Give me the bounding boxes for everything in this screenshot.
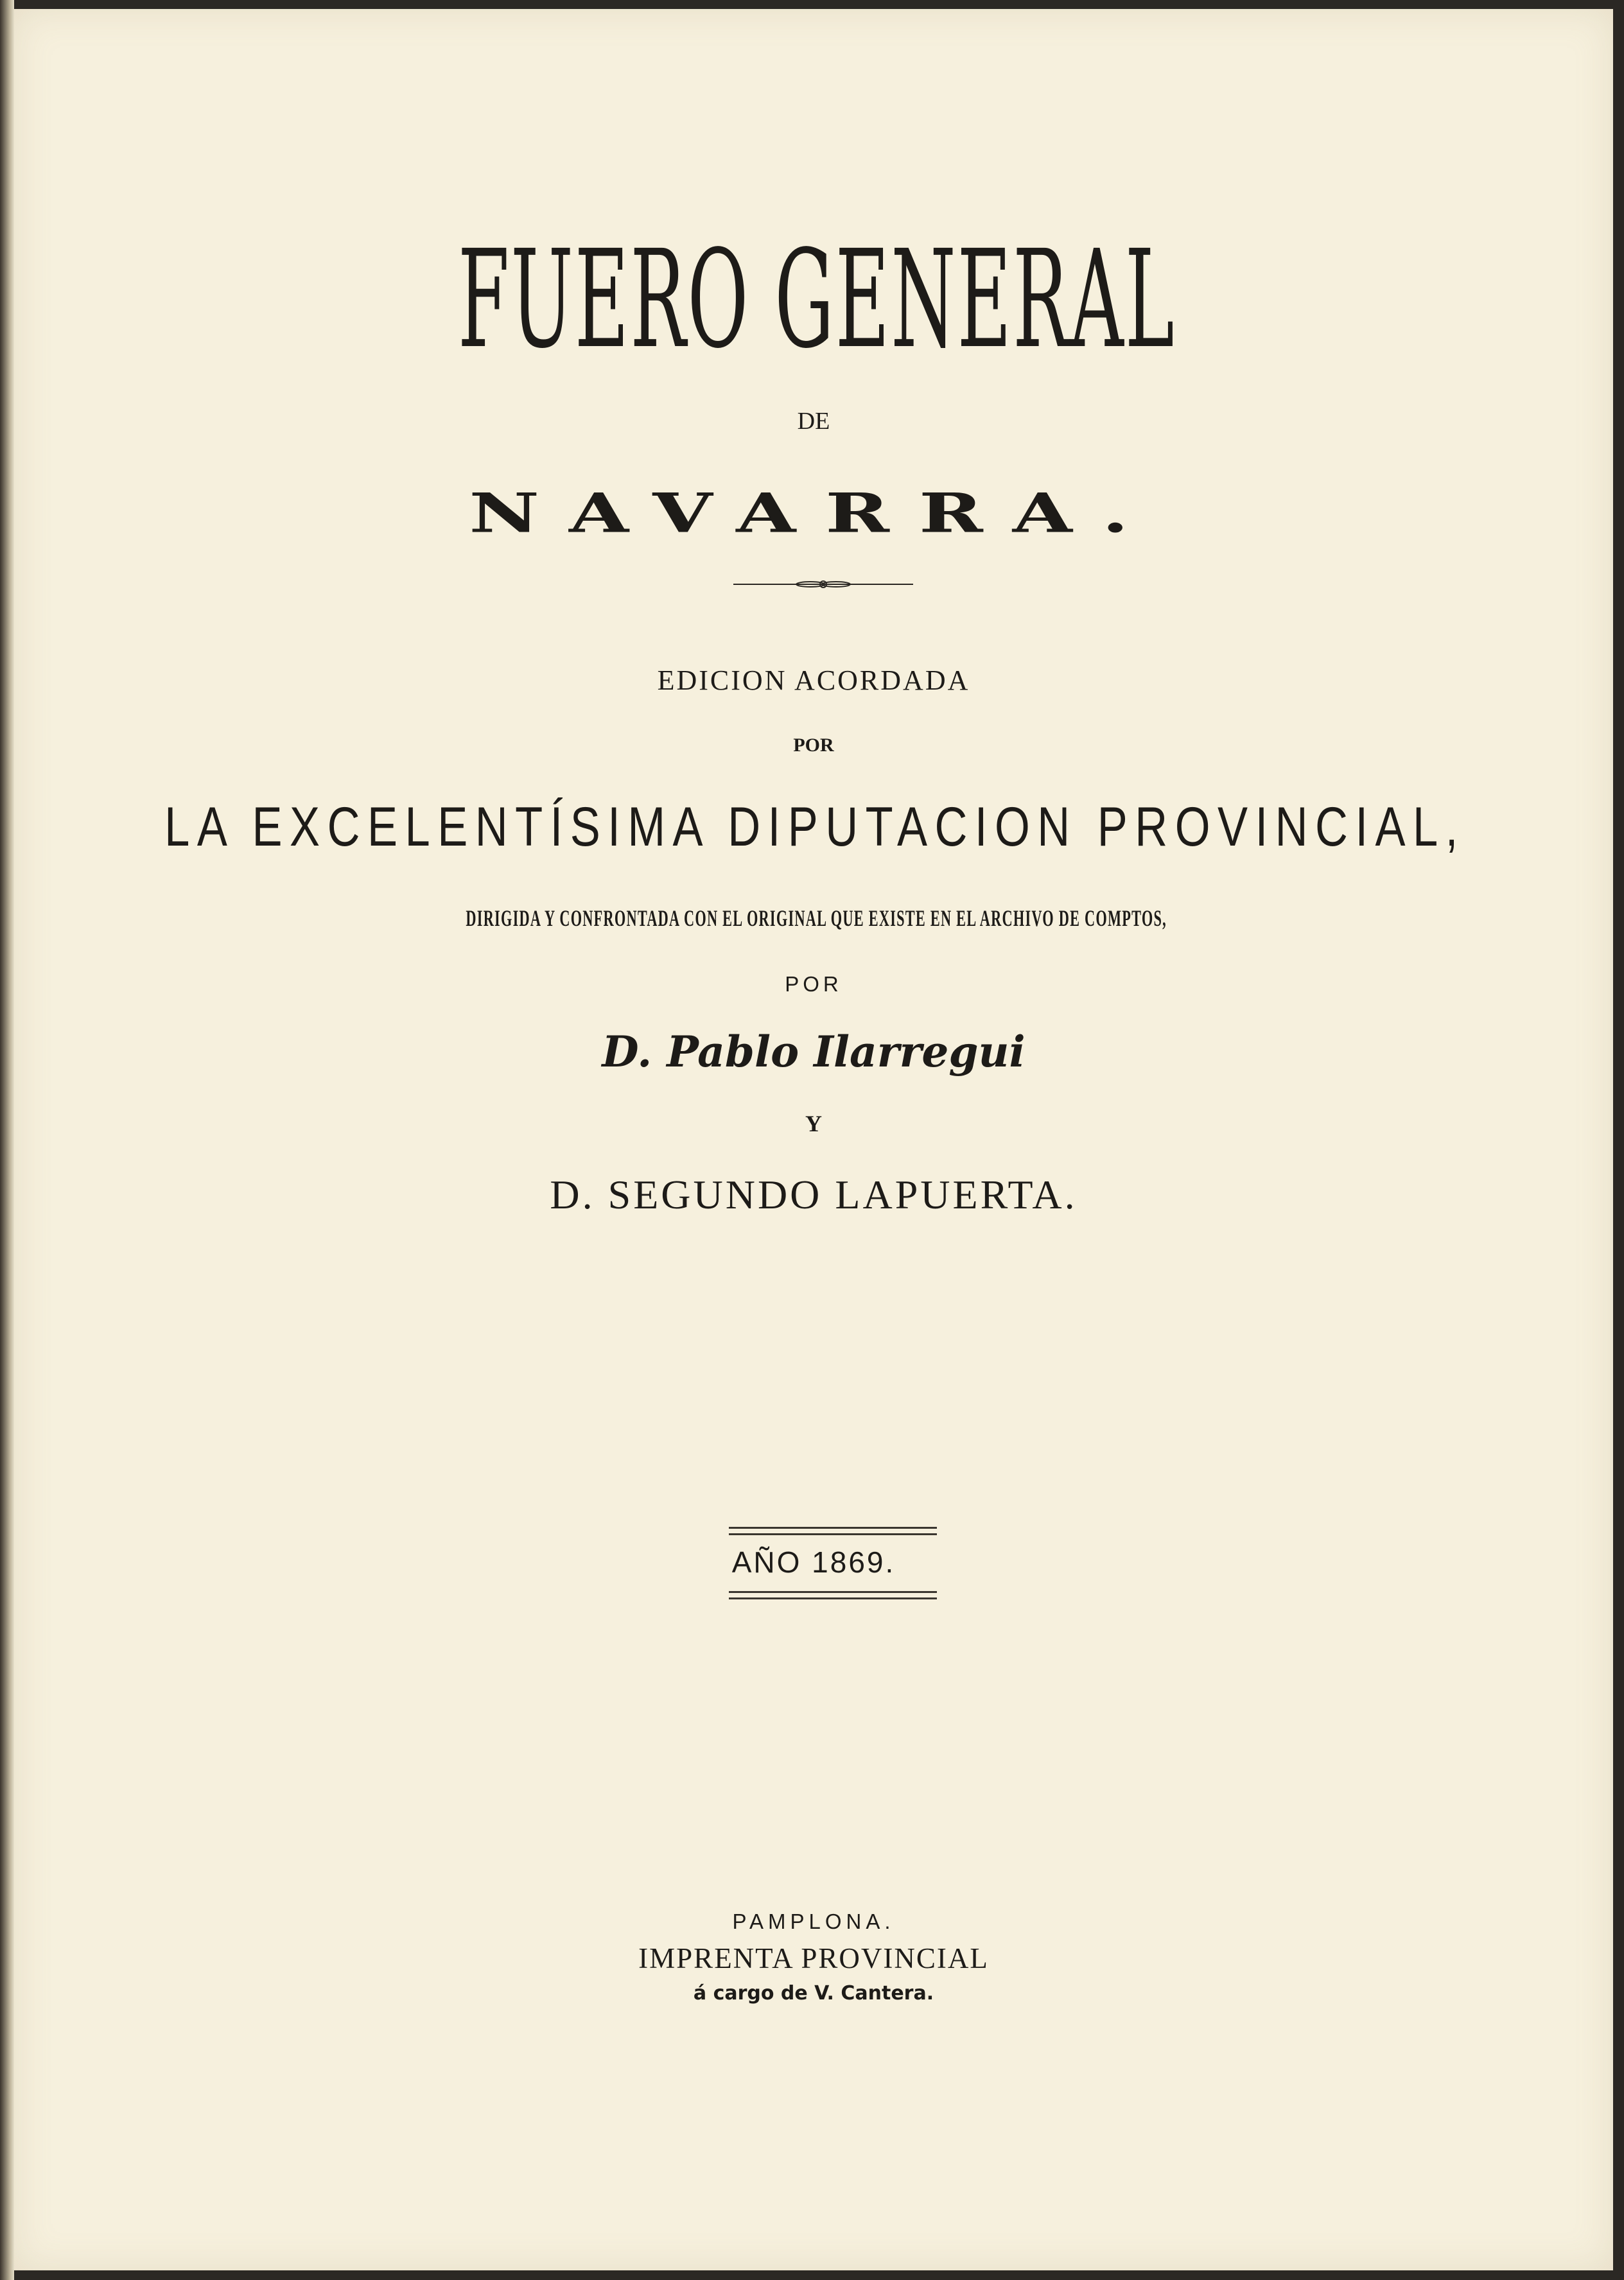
year-rule-top-2 xyxy=(729,1533,937,1535)
imprint-operator: á cargo de V. Cantera. xyxy=(693,1982,934,2005)
year-rule-top-1 xyxy=(729,1527,937,1529)
author-2: D. SEGUNDO LAPUERTA. xyxy=(550,1172,1078,1217)
imprint-printer: IMPRENTA PROVINCIAL xyxy=(638,1942,989,1974)
year-rule-bottom-1 xyxy=(729,1591,937,1593)
conjunction: Y xyxy=(805,1111,822,1136)
imprint-city: PAMPLONA. xyxy=(732,1910,895,1933)
description-line: DIRIGIDA Y CONFRONTADA CON EL ORIGINAL QUE EXISTE EN EL ARCHIVO DE COMPTOS, xyxy=(466,905,1167,931)
authority-line: LA EXCELENTÍSIMA DIPUTACION PROVINCIAL, xyxy=(164,796,1465,858)
publication-year: AÑO 1869. xyxy=(731,1545,896,1579)
book-spine-edge xyxy=(0,0,14,2280)
title-page xyxy=(14,9,1613,2270)
por-label-2: POR xyxy=(785,972,843,996)
title-connector: DE xyxy=(797,408,830,435)
region-title: NAVARRA. xyxy=(469,482,1158,545)
por-label-1: POR xyxy=(793,735,834,756)
author-1: D. Pablo Ilarregui xyxy=(602,1027,1026,1077)
book-title: FUERO GENERAL xyxy=(458,221,1176,378)
edition-line: EDICION ACORDADA xyxy=(657,665,970,696)
ornament-divider-icon xyxy=(733,578,913,591)
year-rule-bottom-2 xyxy=(729,1597,937,1599)
